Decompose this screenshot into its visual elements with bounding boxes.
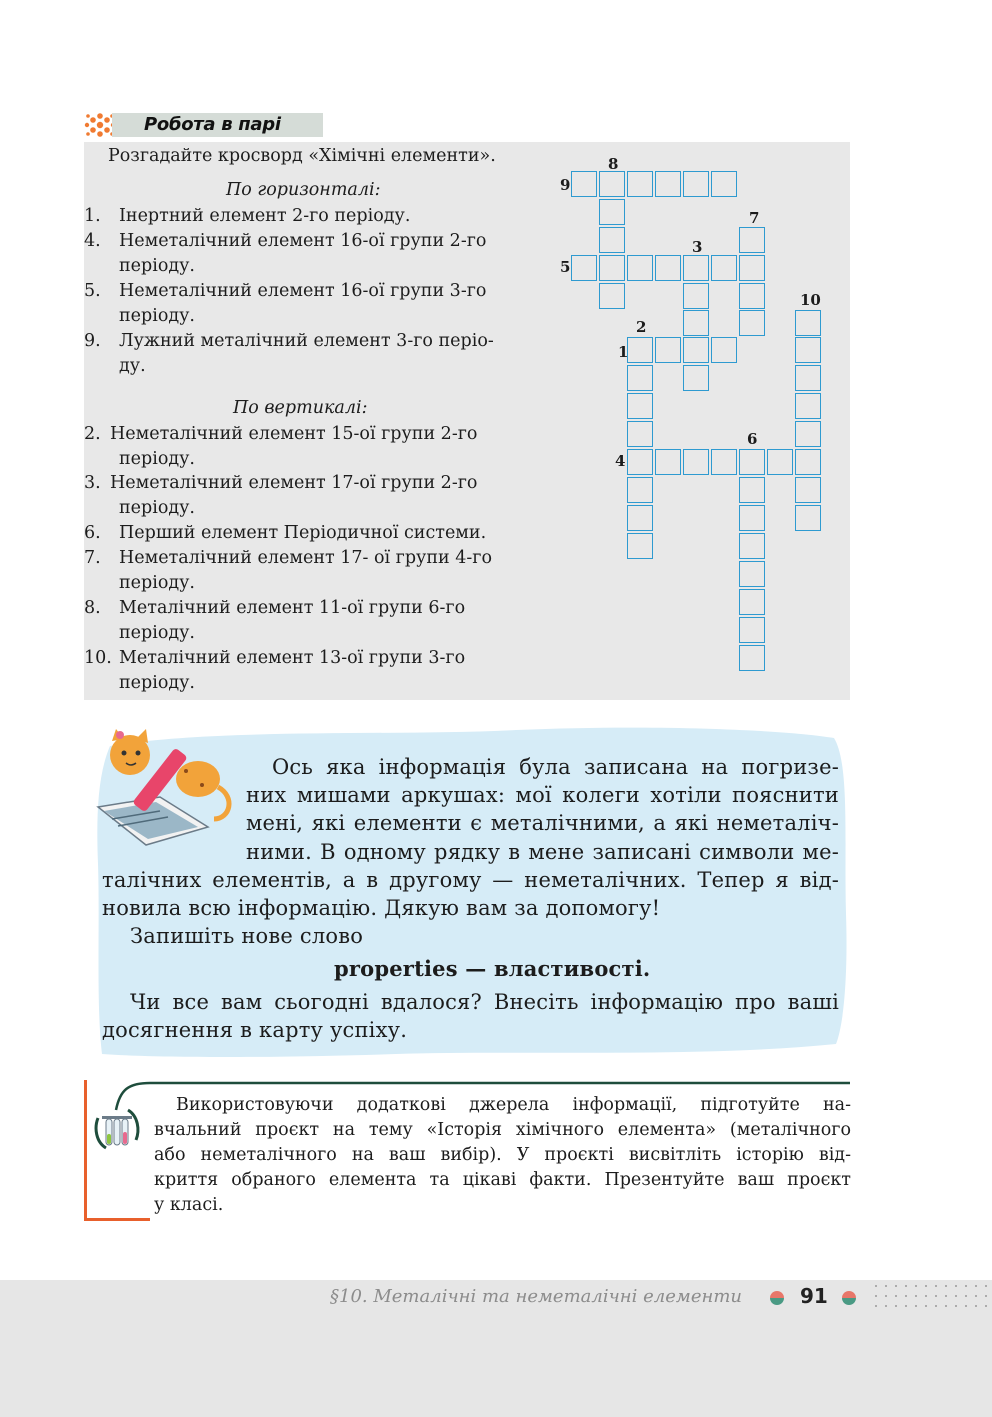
horizontal-heading: По горизонталі: xyxy=(226,180,381,200)
cat-with-pencil-illustration xyxy=(90,727,240,853)
crossword-cell[interactable] xyxy=(655,171,681,197)
crossword-cell[interactable] xyxy=(683,283,709,309)
story-line: ними. В одному рядку в мене записані символи ме- xyxy=(246,840,839,864)
clue-text: Неметалічний елемент 16-ої групи 2-го xyxy=(119,231,487,251)
clue-text-continued: періоду. xyxy=(119,623,195,643)
clue-number: 2. xyxy=(84,424,101,444)
crossword-number: 4 xyxy=(615,452,626,470)
story-line: досягнення в карту успіху. xyxy=(102,1018,408,1042)
crossword-cell[interactable] xyxy=(739,505,765,531)
section-heading: Робота в парі xyxy=(144,114,281,135)
crossword-cell[interactable] xyxy=(683,449,709,475)
clue-number: 10. xyxy=(84,648,112,668)
clue-item xyxy=(84,546,534,596)
story-line: мені, які елементи є металічними, а які неметаліч- xyxy=(246,811,839,835)
clue-number: 8. xyxy=(84,598,101,618)
crossword-cell[interactable] xyxy=(599,227,625,253)
crossword-cell[interactable] xyxy=(571,171,597,197)
crossword-cell[interactable] xyxy=(711,337,737,363)
crossword-number: 5 xyxy=(560,258,571,276)
crossword-cell[interactable] xyxy=(655,449,681,475)
clue-text-continued: періоду. xyxy=(119,256,195,276)
crossword-cell[interactable] xyxy=(711,255,737,281)
clue-item xyxy=(84,471,534,521)
crossword-cell[interactable] xyxy=(739,255,765,281)
crossword-cell[interactable] xyxy=(739,617,765,643)
crossword-cell[interactable] xyxy=(627,533,653,559)
project-line: вчальний проєкт на тему «Історія хімічного елемента» (металічного xyxy=(154,1120,851,1140)
clue-text-continued: періоду. xyxy=(119,673,195,693)
crossword-cell[interactable] xyxy=(683,310,709,336)
story-line: талічних елементів, а в другому — неметалічних. Тепер я від- xyxy=(102,868,839,892)
crossword-cell[interactable] xyxy=(627,365,653,391)
clue-text: Неметалічний елемент 16-ої групи 3-го xyxy=(119,281,487,301)
crossword-cell[interactable] xyxy=(655,255,681,281)
crossword-cell[interactable] xyxy=(627,393,653,419)
crossword-cell[interactable] xyxy=(683,337,709,363)
clue-text: Неметалічний елемент 17- ої групи 4-го xyxy=(119,548,492,568)
clue-number: 5. xyxy=(84,281,101,301)
crossword-cell[interactable] xyxy=(739,449,765,475)
clue-number: 6. xyxy=(84,523,101,543)
crossword-cell[interactable] xyxy=(655,337,681,363)
clue-item xyxy=(84,279,534,329)
crossword-cell[interactable] xyxy=(795,477,821,503)
crossword-cell[interactable] xyxy=(627,255,653,281)
crossword-cell[interactable] xyxy=(739,283,765,309)
clue-item xyxy=(84,204,534,229)
clue-number: 7. xyxy=(84,548,101,568)
clue-text: Металічний елемент 11-ої групи 6-го xyxy=(119,598,466,618)
crossword-cell[interactable] xyxy=(711,449,737,475)
crossword-cell[interactable] xyxy=(627,449,653,475)
story-line: новила всю інформацію. Дякую вам за допомогу! xyxy=(102,896,661,920)
crossword-cell[interactable] xyxy=(739,645,765,671)
clue-number: 4. xyxy=(84,231,101,251)
project-task xyxy=(154,1093,851,1218)
crossword-cell[interactable] xyxy=(711,171,737,197)
crossword-cell[interactable] xyxy=(683,171,709,197)
crossword-number: 9 xyxy=(560,176,571,194)
crossword-cell[interactable] xyxy=(627,421,653,447)
crossword-cell[interactable] xyxy=(739,310,765,336)
dotted-pattern-icon xyxy=(872,1282,992,1310)
crossword-number: 1 xyxy=(618,343,629,361)
story-line: Чи все вам сьогодні вдалося? Внесіть інформацію про ваші xyxy=(130,990,839,1014)
crossword-cell[interactable] xyxy=(739,227,765,253)
crossword-cell[interactable] xyxy=(739,561,765,587)
story-line: них мишами аркушах: мої колеги хотіли пояснити xyxy=(246,783,839,807)
clue-number: 1. xyxy=(84,206,101,226)
crossword-number: 10 xyxy=(800,291,821,309)
crossword-cell[interactable] xyxy=(795,449,821,475)
crossword-cell[interactable] xyxy=(683,365,709,391)
crossword-cell[interactable] xyxy=(599,171,625,197)
clue-item xyxy=(84,596,534,646)
clue-text: Неметалічний елемент 15-ої групи 2-го xyxy=(110,424,478,444)
task-intro: Розгадайте кросворд «Хімічні елементи». xyxy=(108,146,496,166)
clue-item xyxy=(84,229,534,279)
crossword-cell[interactable] xyxy=(599,199,625,225)
project-line: криття обраного елемента та цікаві факти. Презентуйте ваш проєкт xyxy=(154,1170,851,1190)
new-word: properties — властивості. xyxy=(334,956,651,981)
clue-text: Перший елемент Періодичної системи. xyxy=(119,523,487,543)
right-dot-icon xyxy=(840,1289,858,1307)
clue-text: Неметалічний елемент 17-ої групи 2-го xyxy=(110,473,478,493)
project-line: у класі. xyxy=(154,1195,224,1215)
clue-text-continued: ду. xyxy=(119,356,146,376)
clue-item xyxy=(84,521,534,546)
crossword-cell[interactable] xyxy=(767,449,793,475)
work-in-pairs-header xyxy=(84,111,324,137)
clue-text-continued: періоду. xyxy=(119,306,195,326)
crossword-number: 7 xyxy=(749,209,760,227)
footer-section-title: §10. Металічні та неметалічні елементи xyxy=(330,1286,742,1307)
crossword-cell[interactable] xyxy=(627,337,653,363)
crossword-cell[interactable] xyxy=(795,505,821,531)
clue-item xyxy=(84,329,534,379)
clue-number: 3. xyxy=(84,473,101,493)
clue-item xyxy=(84,646,534,696)
crossword-cell[interactable] xyxy=(739,477,765,503)
story-line: Ось яка інформація була записана на погризе- xyxy=(272,755,839,779)
crossword-cell[interactable] xyxy=(627,171,653,197)
crossword-number: 3 xyxy=(692,238,703,256)
crossword-number: 6 xyxy=(747,430,758,448)
clue-text: Металічний елемент 13-ої групи 3-го xyxy=(119,648,466,668)
clue-text-continued: періоду. xyxy=(119,573,195,593)
clue-text: Лужний металічний елемент 3-го періо- xyxy=(119,331,494,351)
page-number: 91 xyxy=(800,1284,828,1308)
crossword-cell[interactable] xyxy=(795,310,821,336)
crossword-cell[interactable] xyxy=(739,589,765,615)
project-line: або неметалічного на ваш вибір). У проєкті висвітліть історію від- xyxy=(154,1145,851,1165)
crossword-cell[interactable] xyxy=(599,283,625,309)
crossword-cell[interactable] xyxy=(627,505,653,531)
clue-item xyxy=(84,422,534,472)
crossword-cell[interactable] xyxy=(795,365,821,391)
crossword-number: 2 xyxy=(636,318,647,336)
crossword-cell[interactable] xyxy=(739,533,765,559)
crossword-cell[interactable] xyxy=(683,255,709,281)
clue-text-continued: періоду. xyxy=(119,449,195,469)
crossword-cell[interactable] xyxy=(795,393,821,419)
crossword-cell[interactable] xyxy=(795,421,821,447)
project-line: Використовуючи додаткові джерела інформації, підготуйте на- xyxy=(176,1095,851,1115)
vertical-heading: По вертикалі: xyxy=(233,398,368,418)
clue-number: 9. xyxy=(84,331,101,351)
crossword-number: 8 xyxy=(608,155,619,173)
clue-text-continued: періоду. xyxy=(119,498,195,518)
crossword-cell[interactable] xyxy=(599,255,625,281)
crossword-cell[interactable] xyxy=(627,477,653,503)
test-tubes-icon xyxy=(92,1104,142,1154)
crossword-cell[interactable] xyxy=(795,337,821,363)
left-dot-icon xyxy=(768,1289,786,1307)
story-line: Запишіть нове слово xyxy=(130,924,364,948)
crossword-cell[interactable] xyxy=(571,255,597,281)
clue-text: Інертний елемент 2-го періоду. xyxy=(119,206,411,226)
